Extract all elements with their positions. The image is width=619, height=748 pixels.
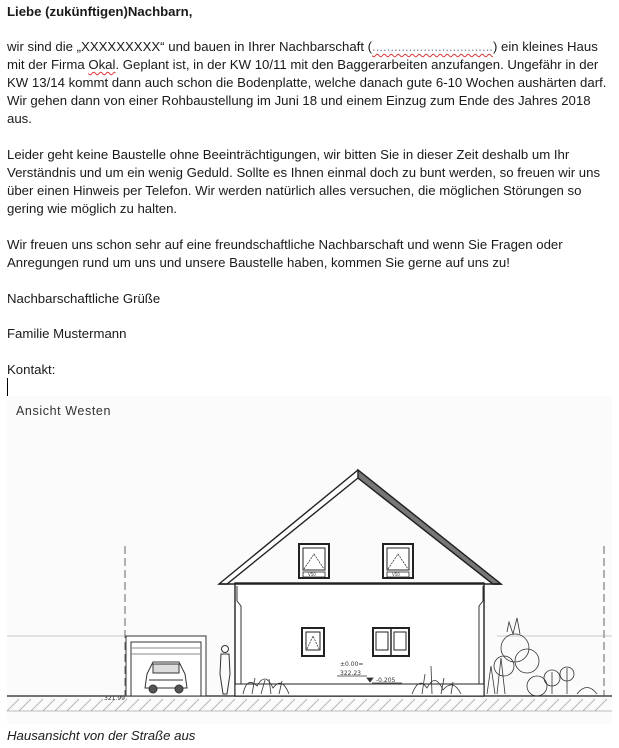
paragraph-intro xyxy=(7,38,613,128)
paragraph-neighborhood: Wir freuen uns schon sehr auf eine freundschaftliche Nachbarschaft und wenn Sie Fragen oder Anregungen rund um uns und unsere Baustelle haben, kommen Sie gerne auf uns zu! xyxy=(7,237,563,270)
house-elevation-drawing[interactable] xyxy=(7,396,612,724)
lower-window-right xyxy=(373,628,409,656)
paragraph-disturbance: Leider geht keine Baustelle ohne Beeinträchtigungen, wir bitten Sie in dieser Zeit deshalb um Ihr Verständnis und um ein wenig Geduld. Sollte es Ihnen einmal doch zu bunt werden, so freuen wir uns über einen Hinweis per Telefon. Wir werden natürlich alles versuchen, die möglichen Störungen so gering wie möglich zu halten. xyxy=(7,147,601,216)
level-absolute: 322.23 xyxy=(340,670,361,677)
signature-line: Familie Mustermann xyxy=(7,326,127,341)
drawing-title: Ansicht Westen xyxy=(16,404,112,418)
garage-level: 321.99 xyxy=(104,695,125,702)
figure-caption: Hausansicht von der Straße aus xyxy=(7,728,196,743)
level-ground: -0.205 xyxy=(376,677,396,684)
intro-text-b: ) ein kleines Haus mit der Firma xyxy=(7,39,598,72)
company-name: Okal xyxy=(88,57,116,72)
contact-label: Kontakt: xyxy=(7,362,56,377)
lower-window-left xyxy=(302,628,324,656)
window-tag-right: V50 xyxy=(392,572,400,577)
intro-text-a: wir sind die „XXXXXXXXX“ und bauen in Ihrer Nachbarschaft ( xyxy=(7,39,373,54)
greeting: Liebe (zukünftigen)Nachbarn, xyxy=(7,4,193,19)
window-tag-left: V50 xyxy=(308,572,316,577)
garage xyxy=(126,636,206,696)
address-placeholder: ................................. xyxy=(372,39,493,54)
intro-text-c: . Geplant ist, in der KW 10/11 mit den Baggerarbeiten anzufangen. Ungefähr in der KW 13/14 kommt dann auch schon die Bodenplatte, welche danach gute 6-10 Wochen aushärten darf. Wir gehen dann von einer Rohbaustellung im Juni 18 und einem Einzug zum Ende des Jahres 2018 aus. xyxy=(7,57,607,126)
text-cursor xyxy=(7,378,8,396)
level-zero: ±0.00= xyxy=(340,661,364,668)
closing-line: Nachbarschaftliche Grüße xyxy=(7,291,161,306)
plinth xyxy=(235,684,484,696)
